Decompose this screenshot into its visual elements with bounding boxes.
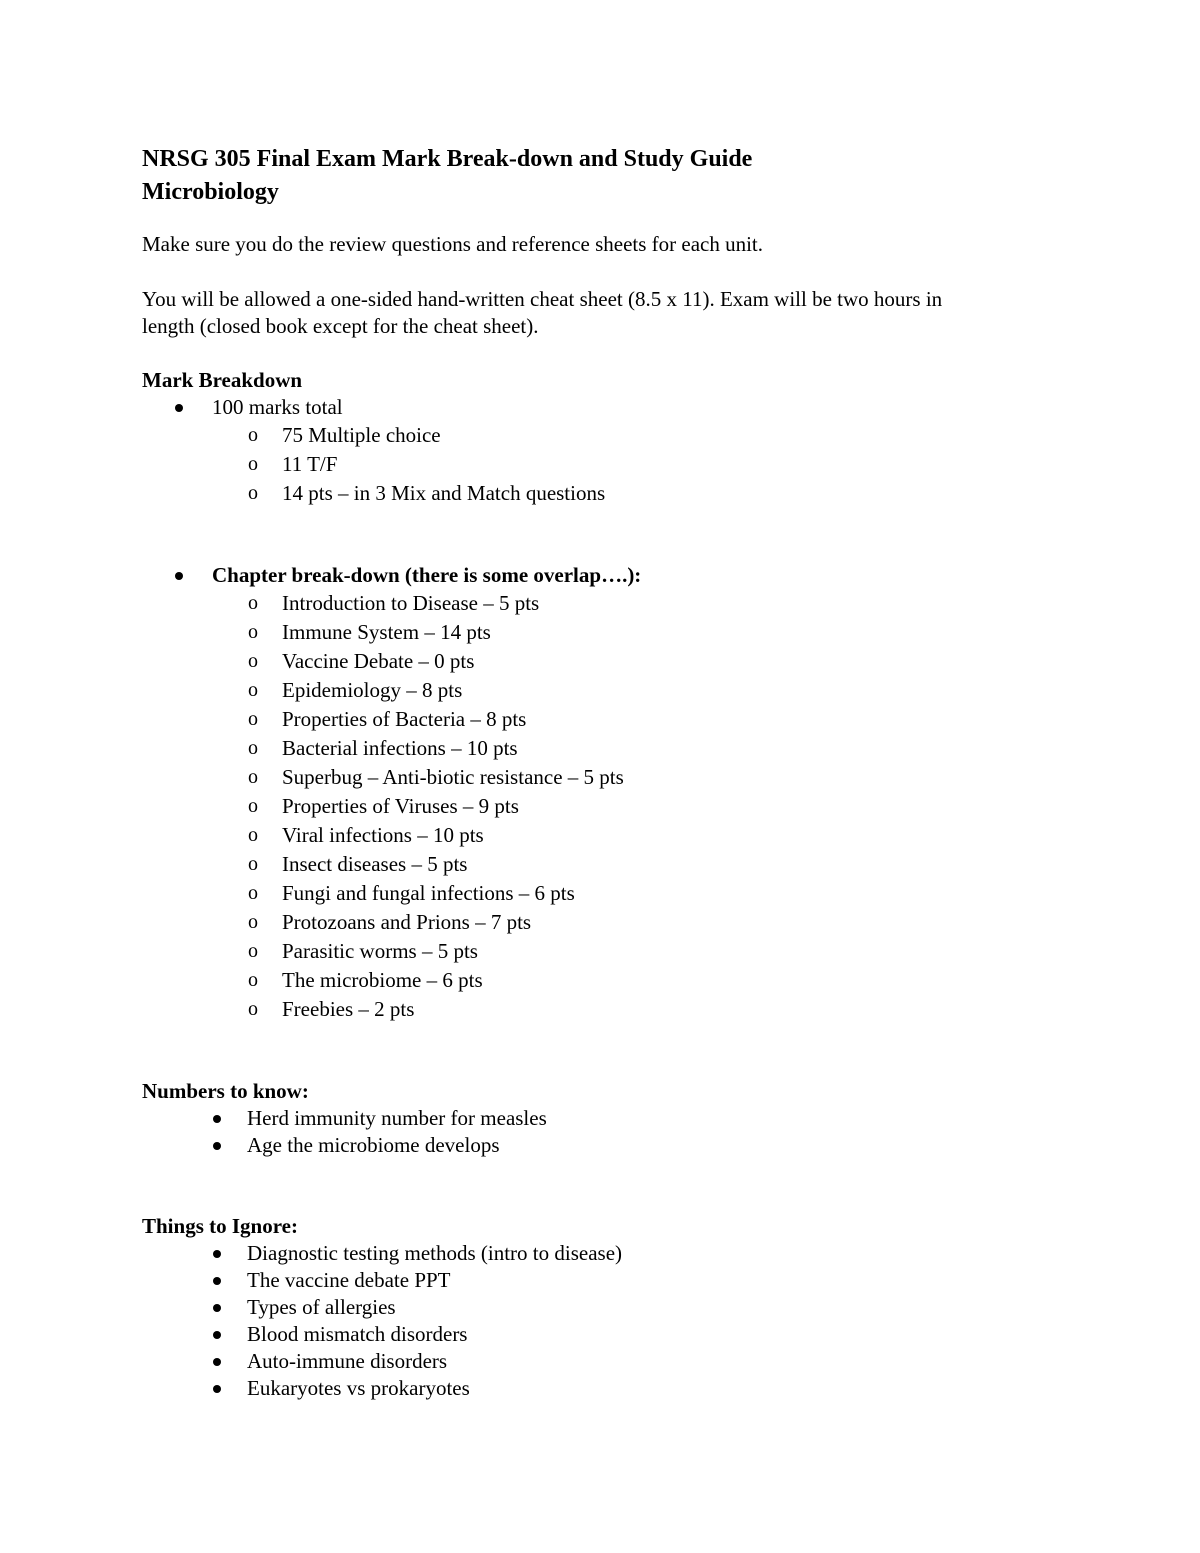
list-item: o Superbug – Anti-biotic resistance – 5 pts — [142, 763, 1082, 792]
bullet-icon — [213, 1142, 221, 1150]
intro-paragraph-2 — [142, 286, 1082, 340]
numbers-to-know-list — [142, 1105, 1082, 1159]
list-item — [142, 562, 1082, 589]
chapter-items-list — [142, 589, 1082, 1024]
intro-paragraph-1: Make sure you do the review questions and reference sheets for each unit. — [142, 232, 764, 256]
bullet-icon — [175, 404, 183, 412]
circle-bullet-icon: o — [248, 795, 258, 817]
circle-bullet-icon: o — [248, 424, 258, 446]
bullet-icon — [213, 1115, 221, 1123]
bullet-icon — [213, 1358, 221, 1366]
document-page — [142, 143, 1082, 1402]
list-item: o Viral infections – 10 pts — [142, 821, 1082, 850]
list-item: o Fungi and fungal infections – 6 pts — [142, 879, 1082, 908]
list-item: Age the microbiome develops — [142, 1132, 1082, 1159]
list-item: o Freebies – 2 pts — [142, 995, 1082, 1024]
circle-bullet-icon: o — [248, 882, 258, 904]
bullet-icon — [213, 1304, 221, 1312]
doc-title-line2: Microbiology — [142, 179, 279, 205]
numbers-to-know-heading: Numbers to know: — [142, 1079, 309, 1103]
list-item: Blood mismatch disorders — [142, 1321, 1082, 1348]
circle-bullet-icon: o — [248, 911, 258, 933]
list-item: The vaccine debate PPT — [142, 1267, 1082, 1294]
bullet-icon — [213, 1331, 221, 1339]
intro-paragraph-2-line2: length (closed book except for the cheat sheet). — [142, 314, 539, 338]
circle-bullet-icon: o — [248, 650, 258, 672]
list-item: o Immune System – 14 pts — [142, 618, 1082, 647]
intro-paragraph-2-line1: You will be allowed a one-sided hand-written cheat sheet (8.5 x 11). Exam will be two hours in — [142, 287, 943, 311]
list-item: o Properties of Viruses – 9 pts — [142, 792, 1082, 821]
list-item: o Bacterial infections – 10 pts — [142, 734, 1082, 763]
list-item: Types of allergies — [142, 1294, 1082, 1321]
circle-bullet-icon: o — [248, 766, 258, 788]
circle-bullet-icon: o — [248, 679, 258, 701]
bullet-icon — [175, 572, 183, 580]
list-item: o 75 Multiple choice — [142, 421, 1082, 450]
circle-bullet-icon: o — [248, 592, 258, 614]
list-item: o Insect diseases – 5 pts — [142, 850, 1082, 879]
circle-bullet-icon: o — [248, 737, 258, 759]
chapter-breakdown-heading: Chapter break-down (there is some overlap….): — [212, 563, 642, 587]
list-item: o 11 T/F — [142, 450, 1082, 479]
bullet-icon — [213, 1277, 221, 1285]
list-item: o 14 pts – in 3 Mix and Match questions — [142, 479, 1082, 508]
list-item: Diagnostic testing methods (intro to disease) — [142, 1240, 1082, 1267]
circle-bullet-icon: o — [248, 969, 258, 991]
things-to-ignore-list — [142, 1240, 1082, 1402]
bullet-icon — [213, 1250, 221, 1258]
circle-bullet-icon: o — [248, 482, 258, 504]
bullet-icon — [213, 1385, 221, 1393]
list-item: o Protozoans and Prions – 7 pts — [142, 908, 1082, 937]
circle-bullet-icon: o — [248, 621, 258, 643]
doc-title-line1: NRSG 305 Final Exam Mark Break-down and Study Guide — [142, 146, 753, 172]
circle-bullet-icon: o — [248, 824, 258, 846]
list-item: Auto-immune disorders — [142, 1348, 1082, 1375]
list-item: o Introduction to Disease – 5 pts — [142, 589, 1082, 618]
list-item: Herd immunity number for measles — [142, 1105, 1082, 1132]
list-item: o Properties of Bacteria – 8 pts — [142, 705, 1082, 734]
circle-bullet-icon: o — [248, 708, 258, 730]
circle-bullet-icon: o — [248, 453, 258, 475]
circle-bullet-icon: o — [248, 853, 258, 875]
list-item: o The microbiome – 6 pts — [142, 966, 1082, 995]
list-item: o Epidemiology – 8 pts — [142, 676, 1082, 705]
things-to-ignore-heading: Things to Ignore: — [142, 1214, 298, 1238]
list-item: Eukaryotes vs prokaryotes — [142, 1375, 1082, 1402]
mark-breakdown-list — [142, 394, 1082, 421]
mark-breakdown-heading: Mark Breakdown — [142, 368, 303, 392]
list-item — [142, 394, 1082, 421]
circle-bullet-icon: o — [248, 940, 258, 962]
chapter-breakdown-list — [142, 562, 1082, 589]
mark-parts-list — [142, 421, 1082, 508]
mark-total-text: 100 marks total — [212, 395, 343, 419]
list-item: o Parasitic worms – 5 pts — [142, 937, 1082, 966]
list-item: o Vaccine Debate – 0 pts — [142, 647, 1082, 676]
circle-bullet-icon: o — [248, 998, 258, 1020]
